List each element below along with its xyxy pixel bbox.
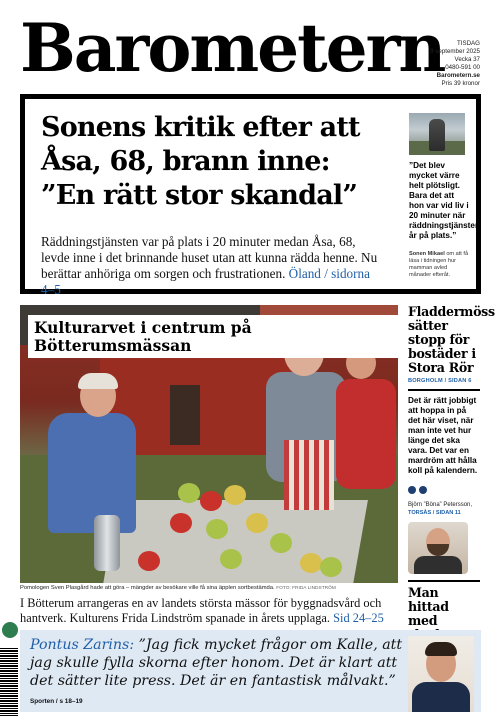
apple	[170, 513, 192, 533]
man-found-headline[interactable]: Man hittad med	[408, 585, 449, 628]
pomologist-hair	[78, 373, 118, 389]
sport-quote-name: Pontus Zarins:	[30, 637, 135, 653]
phone-number: 0480-591 00	[445, 64, 480, 71]
apple	[206, 519, 228, 539]
photo-pomologist	[40, 375, 135, 545]
apple	[270, 533, 292, 553]
newspaper-logo[interactable]: Barometern	[20, 9, 445, 87]
player-shirt	[412, 682, 470, 712]
website[interactable]: Barometern.se	[436, 72, 480, 79]
portrait-body	[414, 556, 462, 574]
photo-caption	[20, 585, 400, 592]
lead-quote: ”Det blev mycket värre helt plötsligt. Bara det att hon var vid liv i 20 minuter när räddningstjänsten år på plats.”	[409, 161, 480, 240]
photo-barn-door	[170, 385, 200, 445]
lead-story[interactable]	[20, 94, 481, 297]
issue-week: Vecka 37	[454, 56, 480, 63]
photo-statue	[429, 119, 445, 151]
apple	[220, 549, 242, 569]
lead-body-text: Räddningstjänsten var på plats i 20 minuter medan Åsa, 68, levde inne i det brinnande huset utan att kunna rädda henne. Nu berättar anhöriga om sorgen och frustrationen.	[41, 234, 378, 281]
man-shirt	[336, 379, 396, 489]
player-hair	[425, 642, 457, 656]
statue-photo	[409, 113, 465, 155]
bat-headline[interactable]: Fladdermöss sätter stopp för bostäder i Stora Rör	[408, 304, 495, 375]
sport-quote[interactable]	[30, 636, 410, 711]
pomologist-shirt	[48, 413, 136, 533]
column-byline	[408, 502, 480, 517]
photo-headline[interactable]: Kulturarvet i centrum på Bötterumsmässan	[28, 315, 398, 358]
column-divider	[408, 389, 480, 391]
apple	[200, 491, 222, 511]
lead-body	[41, 234, 383, 298]
price: Pris 39 kronor	[441, 80, 480, 87]
photo-thermos	[94, 515, 120, 571]
lead-quote-caption	[409, 251, 469, 279]
main-photo[interactable]	[20, 305, 398, 583]
right-column	[408, 304, 495, 679]
caption-text: om att få läsa i tidningen hur mamman avled månader efteråt.	[409, 251, 469, 278]
swan-ecolabel-icon	[2, 622, 18, 638]
column-quote: Det är rätt jobbigt att hoppa in på det här viset, när man inte vet hur länge det ska vara. Det var en mardröm att hålla koll på kalendern.	[408, 396, 478, 475]
lead-page-ref[interactable]: Öland / sidorna 4–5	[41, 266, 370, 297]
bat-page-ref[interactable]: BORGHOLM / SIDAN 6	[408, 378, 472, 384]
culture-page-ref[interactable]: Sid 24–25	[333, 611, 384, 625]
culture-lede	[20, 596, 400, 626]
columnist-portrait	[408, 522, 468, 574]
sport-page-ref[interactable]: Sporten / s 18–19	[30, 698, 83, 705]
apple	[320, 557, 342, 577]
byline-name: Björn ”Böna” Petersson,	[408, 502, 473, 508]
issue-day: TISDAG	[456, 40, 480, 47]
barcode	[0, 648, 18, 716]
caption-name: Sonen Mikael	[409, 251, 445, 257]
photo-caption-text: Pomologen Sven Plasgård hade att göra – mängder av besökare ville få sina äpplen sortbestämda.	[20, 585, 275, 591]
issue-info	[408, 40, 480, 88]
sport-quote-text: ”Jag fick mycket frågor om Kalle, att jag skulle fylla skorna efter honom. Det är klart att det sätter lite press. Det är en fantastisk målvakt.”	[30, 637, 403, 689]
portrait-beard	[427, 544, 449, 556]
apple	[224, 485, 246, 505]
column-divider	[408, 580, 480, 582]
masthead	[20, 9, 480, 88]
apple	[178, 483, 200, 503]
player-portrait	[408, 636, 474, 712]
culture-text: I Bötterum arrangeras en av landets största mässor för byggnadsvård och hantverk. Kulturens Frida Lindström spanade in årets upplaga.	[20, 596, 382, 625]
apple	[246, 513, 268, 533]
byline-page-ref[interactable]: TORSÅS / SIDAN 11	[408, 509, 461, 516]
apple	[300, 553, 322, 573]
apple	[138, 551, 160, 571]
quote-dots-icon	[408, 486, 480, 494]
photo-credit: FOTO: FRIDA LINDSTRÖM	[276, 586, 336, 591]
woman-apron	[284, 440, 334, 510]
issue-date: 9 september 2025	[430, 48, 480, 55]
lead-headline[interactable]: Sonens kritik efter att Åsa, 68, brann inne: ”En rätt stor skandal”	[41, 112, 360, 211]
photo-visitor-man	[330, 335, 398, 525]
